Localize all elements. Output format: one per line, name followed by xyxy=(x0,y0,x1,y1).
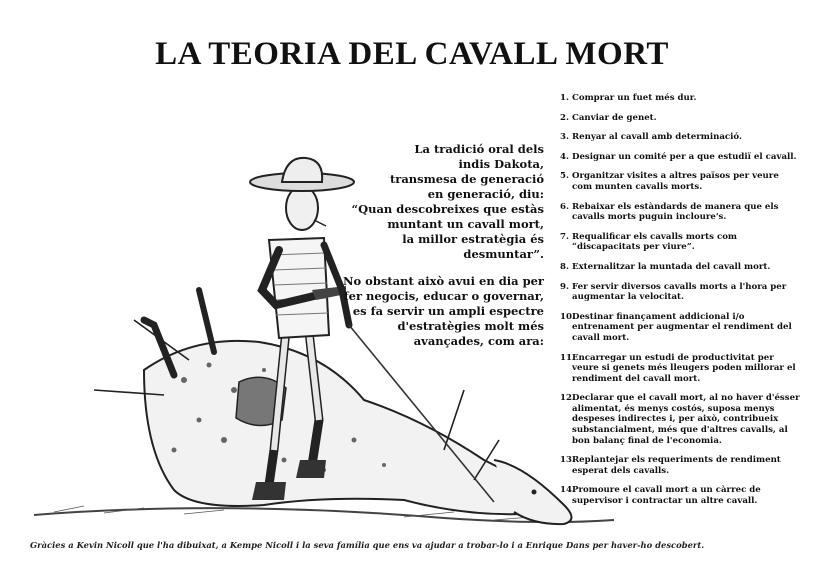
list-item-number: 3. xyxy=(560,132,569,143)
list-item-text: Designar un comité per a que estudiï el cavall. xyxy=(572,151,797,162)
list-item xyxy=(560,232,800,253)
credits-footer: Gràcies a Kevin Nicoll que l'ha dibuixat, a Kempe Nicoll i la seva família que ens va ajudar a trobar-lo i a Enrique Dans per haver-ho descobert. xyxy=(30,540,705,550)
intro-paragraph-2: No obstant això avui en dia per fer negocis, educar o governar, es fa servir un ampli espectre d'estratègies molt més avançades, com ara: xyxy=(343,274,544,348)
list-item-text: Organitzar visites a altres països per veure com munten cavalls morts. xyxy=(572,171,779,192)
list-item-number: 14. xyxy=(560,485,575,496)
strategies-list xyxy=(560,93,800,516)
list-item xyxy=(560,353,800,385)
list-item-text: Rebaixar els estàndards de manera que els cavalls morts puguin incloure's. xyxy=(572,201,779,223)
list-item-text: Encarregar un estudi de productivitat per veure si genets més lleugers poden millorar el rendiment del cavall mort. xyxy=(572,352,796,384)
list-item-text: Declarar que el cavall mort, al no haver d'ésser alimentat, és menys costós, suposa menys despeses indirectes i, per això, contribueix substancialment, més que d'altres cavalls, al bon balanç final de l'economia. xyxy=(572,393,800,446)
list-item-text: Comprar un fuet més dur. xyxy=(572,93,697,103)
list-item-text: Renyar al cavall amb determinació. xyxy=(572,132,742,143)
list-item xyxy=(560,93,800,104)
list-item xyxy=(560,262,800,273)
list-item-text: Promoure el cavall mort a un càrrec de supervisor i contractar un altre cavall. xyxy=(572,485,761,507)
list-item-number: 11. xyxy=(560,352,575,363)
list-item-number: 9. xyxy=(560,281,569,292)
list-item xyxy=(560,312,800,344)
list-item-text: Externalitzar la muntada del cavall mort. xyxy=(572,261,771,272)
list-item-number: 5. xyxy=(560,171,569,182)
list-item-text: Destinar finançament addicional i/o entrenament per augmentar el rendiment del cavall mort. xyxy=(572,311,792,343)
list-item-number: 8. xyxy=(560,261,569,272)
list-item-text: Replantejar els requeriments de rendiment esperat dels cavalls. xyxy=(572,455,781,476)
list-item xyxy=(560,152,800,163)
list-item-number: 13. xyxy=(560,455,575,466)
list-item-number: 1. xyxy=(560,93,569,103)
list-item-number: 7. xyxy=(560,231,569,242)
list-item-number: 10. xyxy=(560,311,575,322)
list-item-number: 6. xyxy=(560,201,569,212)
page-title: LA TEORIA DEL CAVALL MORT xyxy=(155,36,669,72)
list-item-text: Canviar de genet. xyxy=(572,112,657,123)
list-item xyxy=(560,282,800,303)
list-item xyxy=(560,171,800,192)
list-item xyxy=(560,393,800,446)
list-item-number: 2. xyxy=(560,112,569,123)
list-item xyxy=(560,455,800,476)
intro-text xyxy=(330,142,544,361)
list-item-text: Requalificar els cavalls morts com “discapacitats per viure”. xyxy=(572,231,738,253)
list-item xyxy=(560,132,800,143)
intro-paragraph-1: La tradició oral dels indis Dakota, transmesa de generació en generació, diu: “Quan descobreixes que estàs muntant un cavall mort, la millor estratègia és desmuntar”. xyxy=(351,142,544,261)
list-item xyxy=(560,113,800,124)
list-item-number: 4. xyxy=(560,151,569,162)
list-item-text: Fer servir diversos cavalls morts a l'hora per augmentar la velocitat. xyxy=(572,281,787,303)
list-item-number: 12. xyxy=(560,393,575,404)
list-item xyxy=(560,202,800,223)
list-item xyxy=(560,485,800,506)
